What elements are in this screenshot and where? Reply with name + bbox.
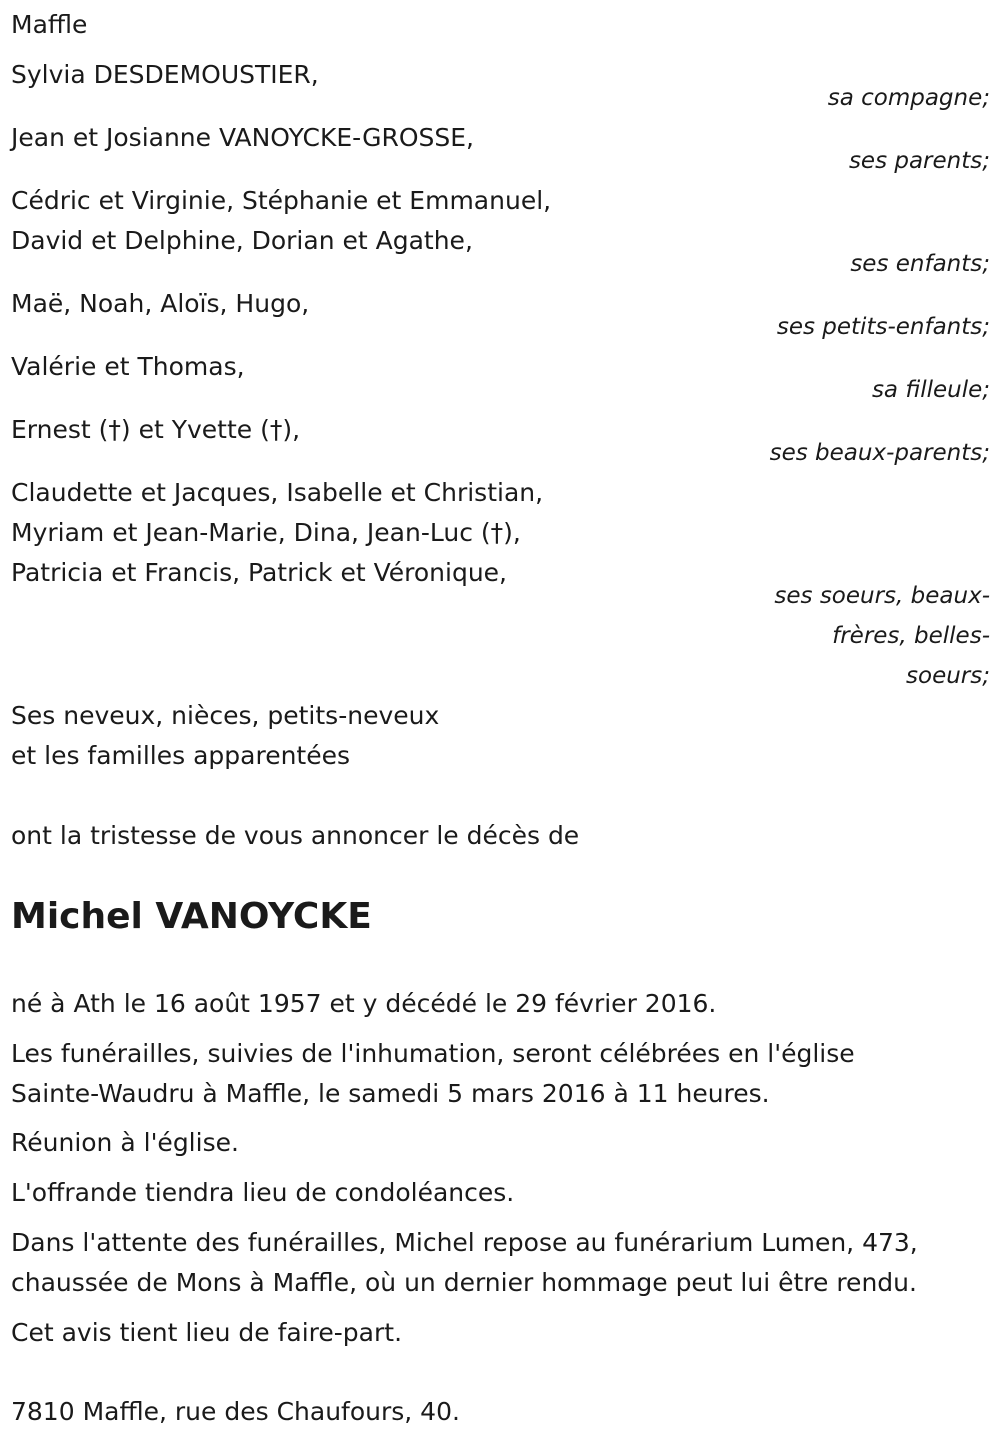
family-relation: ses petits-enfants; — [776, 314, 990, 340]
deceased-name: Michel VANOYCKE — [11, 896, 372, 937]
extended-family-line: et les familles apparentées — [11, 741, 351, 770]
family-names-line: Jean et Josianne VANOYCKE-GROSSE, — [11, 123, 474, 152]
birth-death-line: né à Ath le 16 août 1957 et y décédé le 29 février 2016. — [11, 989, 717, 1018]
family-names-line: Cédric et Virginie, Stéphanie et Emmanuel, — [11, 186, 552, 215]
announcement: ont la tristesse de vous annoncer le décès de — [11, 821, 580, 850]
funeral-line: Sainte-Waudru à Maffle, le samedi 5 mars 2016 à 11 heures. — [11, 1079, 770, 1108]
notice-line: Cet avis tient lieu de faire-part. — [11, 1318, 403, 1347]
family-names-line: Claudette et Jacques, Isabelle et Christian, — [11, 478, 544, 507]
family-relation: sa filleule; — [871, 377, 990, 403]
family-relation: ses parents; — [848, 148, 990, 174]
family-names-line: Patricia et Francis, Patrick et Véronique, — [11, 558, 507, 587]
repose-line: chaussée de Mons à Maffle, où un dernier hommage peut lui être rendu. — [11, 1268, 917, 1297]
family-relation: ses soeurs, beaux-frères, belles-soeurs; — [774, 583, 990, 689]
family-names-line: Sylvia DESDEMOUSTIER, — [11, 60, 319, 89]
header-town: Maffle — [11, 10, 88, 39]
family-names-line: David et Delphine, Dorian et Agathe, — [11, 226, 473, 255]
family-relation: sa compagne; — [827, 85, 990, 111]
family-names-line: Valérie et Thomas, — [11, 352, 245, 381]
offering-line: L'offrande tiendra lieu de condoléances. — [11, 1178, 515, 1207]
repose-line: Dans l'attente des funérailles, Michel repose au funérarium Lumen, 473, — [11, 1228, 918, 1257]
address: 7810 Maffle, rue des Chaufours, 40. — [11, 1397, 460, 1426]
meeting-line: Réunion à l'église. — [11, 1128, 239, 1157]
family-names-line: Ernest (†) et Yvette (†), — [11, 415, 301, 444]
family-relation: ses beaux-parents; — [769, 440, 990, 466]
family-names-line: Myriam et Jean-Marie, Dina, Jean-Luc (†), — [11, 518, 521, 547]
extended-family-line: Ses neveux, nièces, petits-neveux — [11, 701, 440, 730]
family-relation: ses enfants; — [850, 251, 990, 277]
funeral-line: Les funérailles, suivies de l'inhumation, seront célébrées en l'église — [11, 1039, 855, 1068]
family-names-line: Maë, Noah, Aloïs, Hugo, — [11, 289, 310, 318]
